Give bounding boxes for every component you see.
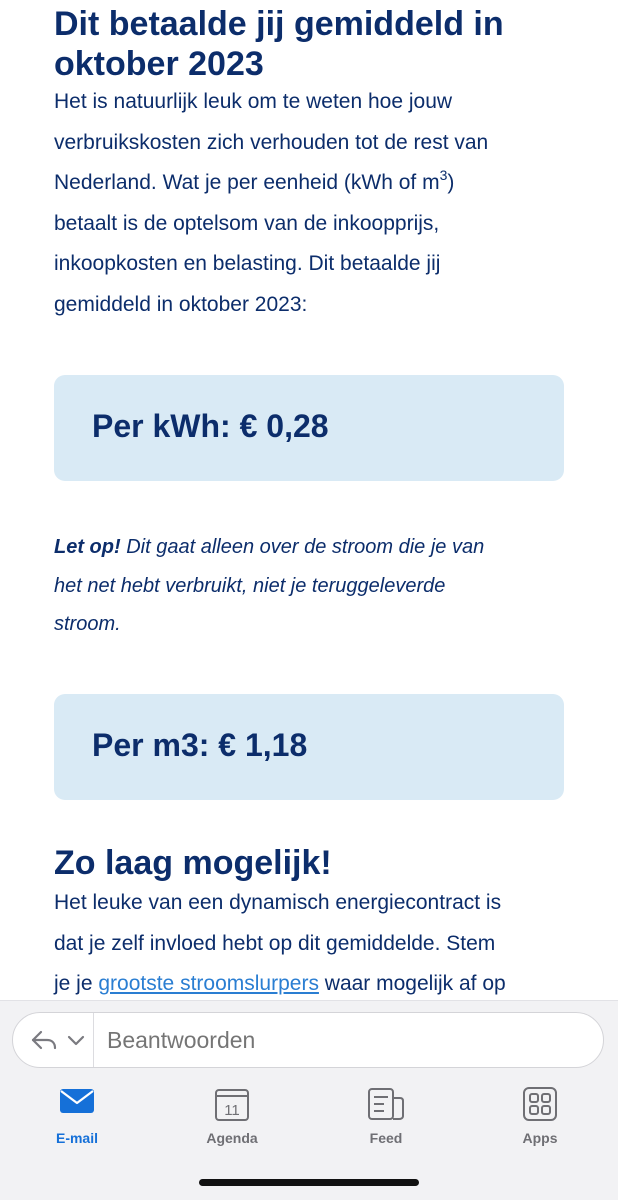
para-line: [54, 964, 574, 1005]
intro-text: Nederland. Wat je per eenheid (kWh of m: [54, 171, 440, 194]
reply-arrow-icon: [31, 1029, 57, 1051]
feed-icon: [366, 1086, 406, 1122]
intro-line: inkoopkosten en belasting. Dit betaalde jij: [54, 252, 441, 275]
note-emphasis: Let op!: [54, 536, 121, 558]
chevron-down-icon: [67, 1035, 85, 1047]
apps-grid-icon: [522, 1086, 558, 1122]
tab-label: Apps: [522, 1130, 558, 1146]
note-text: Dit gaat alleen over de stroom die je van: [120, 536, 485, 558]
home-indicator[interactable]: [199, 1179, 419, 1186]
intro-text: ): [447, 171, 455, 194]
second-paragraph: [54, 883, 574, 1005]
section-heading-2: Zo laag mogelijk!: [54, 844, 332, 882]
intro-line: verbruikskosten zich verhouden tot de rest van: [54, 130, 489, 154]
tab-agenda[interactable]: [177, 1080, 287, 1160]
mail-icon: [59, 1086, 95, 1116]
section-heading: Dit betaalde jij gemiddeld in oktober 2023: [54, 5, 504, 83]
intro-line: gemiddeld in oktober 2023:: [54, 292, 308, 316]
reply-options-button[interactable]: [13, 1013, 94, 1067]
para-text: waar mogelijk af op: [318, 972, 506, 995]
tab-feed[interactable]: [331, 1080, 441, 1160]
note-line: het net hebt verbruikt, niet je teruggeleverde: [54, 574, 446, 597]
intro-line: Het is natuurlijk leuk om te weten hoe jouw: [54, 90, 453, 113]
para-line: dat je zelf invloed hebt op dit gemiddelde. Stem: [54, 931, 496, 955]
price-m3-label: Per m3: € 1,18: [92, 727, 308, 763]
superscript: 3: [439, 167, 448, 183]
price-kwh-label: Per kWh: € 0,28: [92, 408, 329, 444]
para-line: Het leuke van een dynamisch energiecontract is: [54, 891, 502, 914]
reply-field[interactable]: [12, 1012, 604, 1068]
intro-paragraph: [54, 82, 554, 325]
bottom-tab-bar: [0, 1080, 618, 1160]
tab-label: Feed: [369, 1130, 403, 1146]
tab-label: E-mail: [55, 1130, 98, 1146]
note-line: stroom.: [54, 613, 121, 635]
tab-apps[interactable]: [485, 1080, 595, 1160]
intro-line: betaalt is de optelsom van de inkoopprijs,: [54, 211, 440, 235]
price-kwh-box: [54, 375, 564, 481]
intro-line: [54, 163, 554, 204]
reply-input[interactable]: [107, 1027, 567, 1054]
note-paragraph: [54, 528, 554, 644]
calendar-icon: [214, 1086, 250, 1122]
tab-email[interactable]: [22, 1080, 132, 1160]
calendar-day: 11: [224, 1102, 240, 1119]
price-m3-box: [54, 694, 564, 800]
stroomslurpers-link[interactable]: grootste stroomslurpers: [98, 972, 319, 995]
para-text: je je: [54, 972, 99, 995]
note-line: [54, 528, 554, 567]
tab-label: Agenda: [206, 1130, 258, 1146]
